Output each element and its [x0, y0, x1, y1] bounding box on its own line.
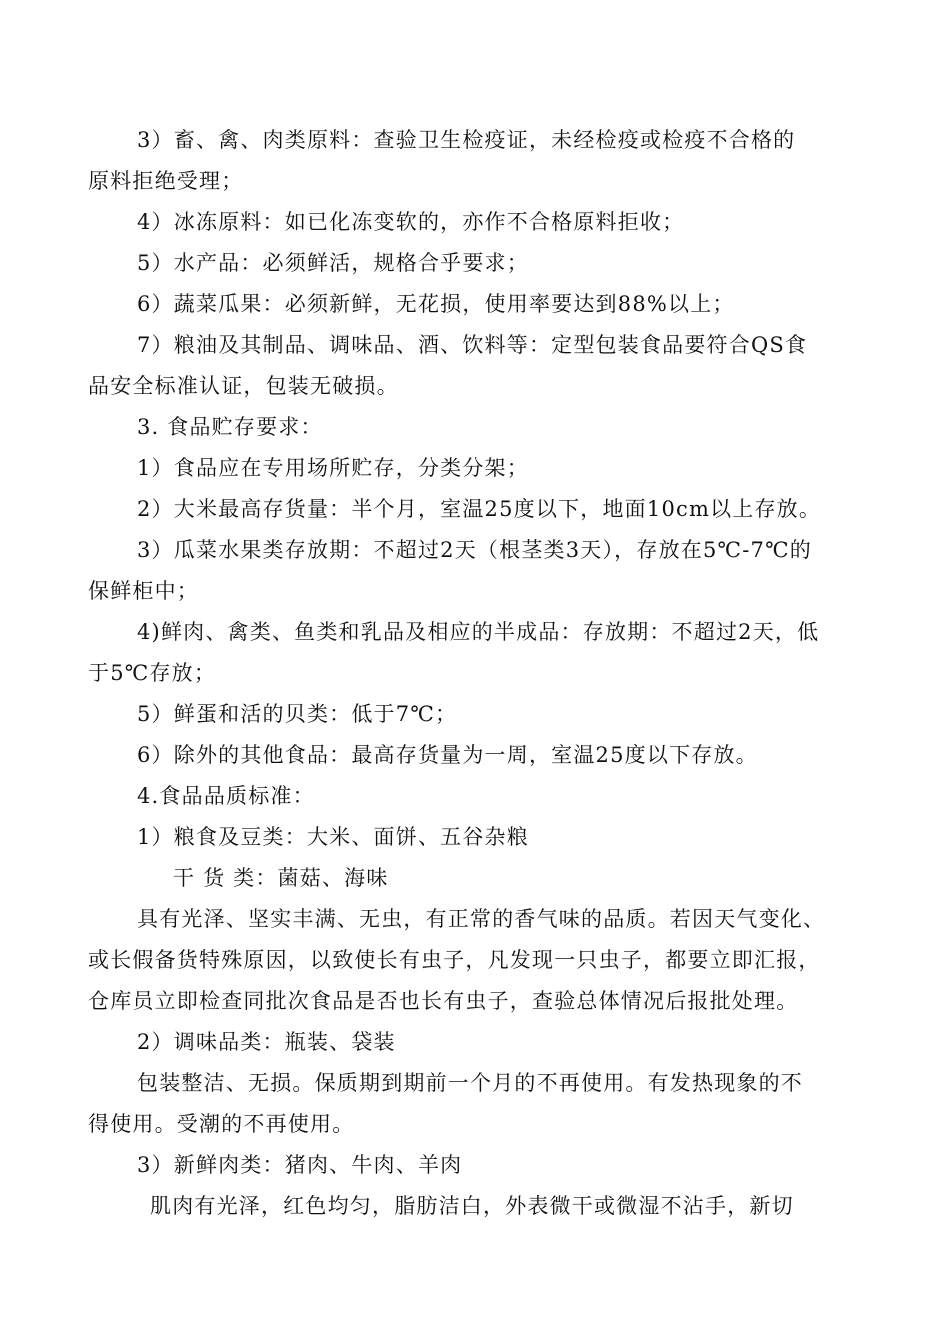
text-line: 于5℃存放； — [88, 661, 217, 685]
text-line: 6）除外的其他食品：最高存货量为一周，室温25度以下存放。 — [137, 743, 758, 767]
text-line: 4）冰冻原料：如已化冻变软的，亦作不合格原料拒收； — [137, 210, 685, 234]
text-line: 5）鲜蛋和活的贝类：低于7℃； — [137, 702, 458, 726]
text-line: 7）粮油及其制品、调味品、酒、饮料等：定型包装食品要符合QS食 — [137, 333, 808, 357]
text-line: 或长假备货特殊原因，以致使长有虫子，凡发现一只虫子，都要立即汇报， — [88, 948, 821, 972]
text-line: 保鲜柜中； — [88, 579, 199, 603]
text-line: 4)鲜肉、禽类、鱼类和乳品及相应的半成品：存放期：不超过2天，低 — [137, 620, 820, 644]
text-line: 包装整洁、无损。保质期到期前一个月的不再使用。有发热现象的不 — [137, 1071, 803, 1095]
text-line: 干 货 类：菌菇、海味 — [173, 866, 389, 890]
section-heading: 3. 食品贮存要求： — [137, 415, 323, 439]
section-heading: 4.食品品质标准： — [137, 784, 315, 808]
text-line: 原料拒绝受理； — [88, 169, 244, 193]
text-line: 肌肉有光泽，红色均匀，脂肪洁白，外表微干或微湿不沾手，新切 — [150, 1194, 794, 1218]
text-line: 3）瓜菜水果类存放期：不超过2天（根茎类3天），存放在5℃-7℃的 — [137, 538, 812, 562]
text-line: 得使用。受潮的不再使用。 — [88, 1112, 355, 1136]
text-line: 3）畜、禽、肉类原料：查验卫生检疫证，未经检疫或检疫不合格的 — [137, 128, 796, 152]
text-line: 5）水产品：必须鲜活，规格合乎要求； — [137, 251, 529, 275]
text-line: 仓库员立即检查同批次食品是否也长有虫子，查验总体情况后报批处理。 — [88, 989, 799, 1013]
text-line: 2）大米最高存货量：半个月，室温25度以下，地面10cm以上存放。 — [137, 497, 822, 521]
text-line: 1）食品应在专用场所贮存，分类分架； — [137, 456, 529, 480]
text-line: 6）蔬菜瓜果：必须新鲜，无花损，使用率要达到88%以上； — [137, 292, 735, 316]
text-line: 3）新鲜肉类：猪肉、牛肉、羊肉 — [137, 1153, 463, 1177]
text-line: 品安全标准认证，包装无破损。 — [88, 374, 399, 398]
text-line: 1）粮食及豆类：大米、面饼、五谷杂粮 — [137, 825, 529, 849]
text-line: 具有光泽、坚实丰满、无虫，有正常的香气味的品质。若因天气变化、 — [137, 907, 826, 931]
text-line: 2）调味品类：瓶装、袋装 — [137, 1030, 396, 1054]
